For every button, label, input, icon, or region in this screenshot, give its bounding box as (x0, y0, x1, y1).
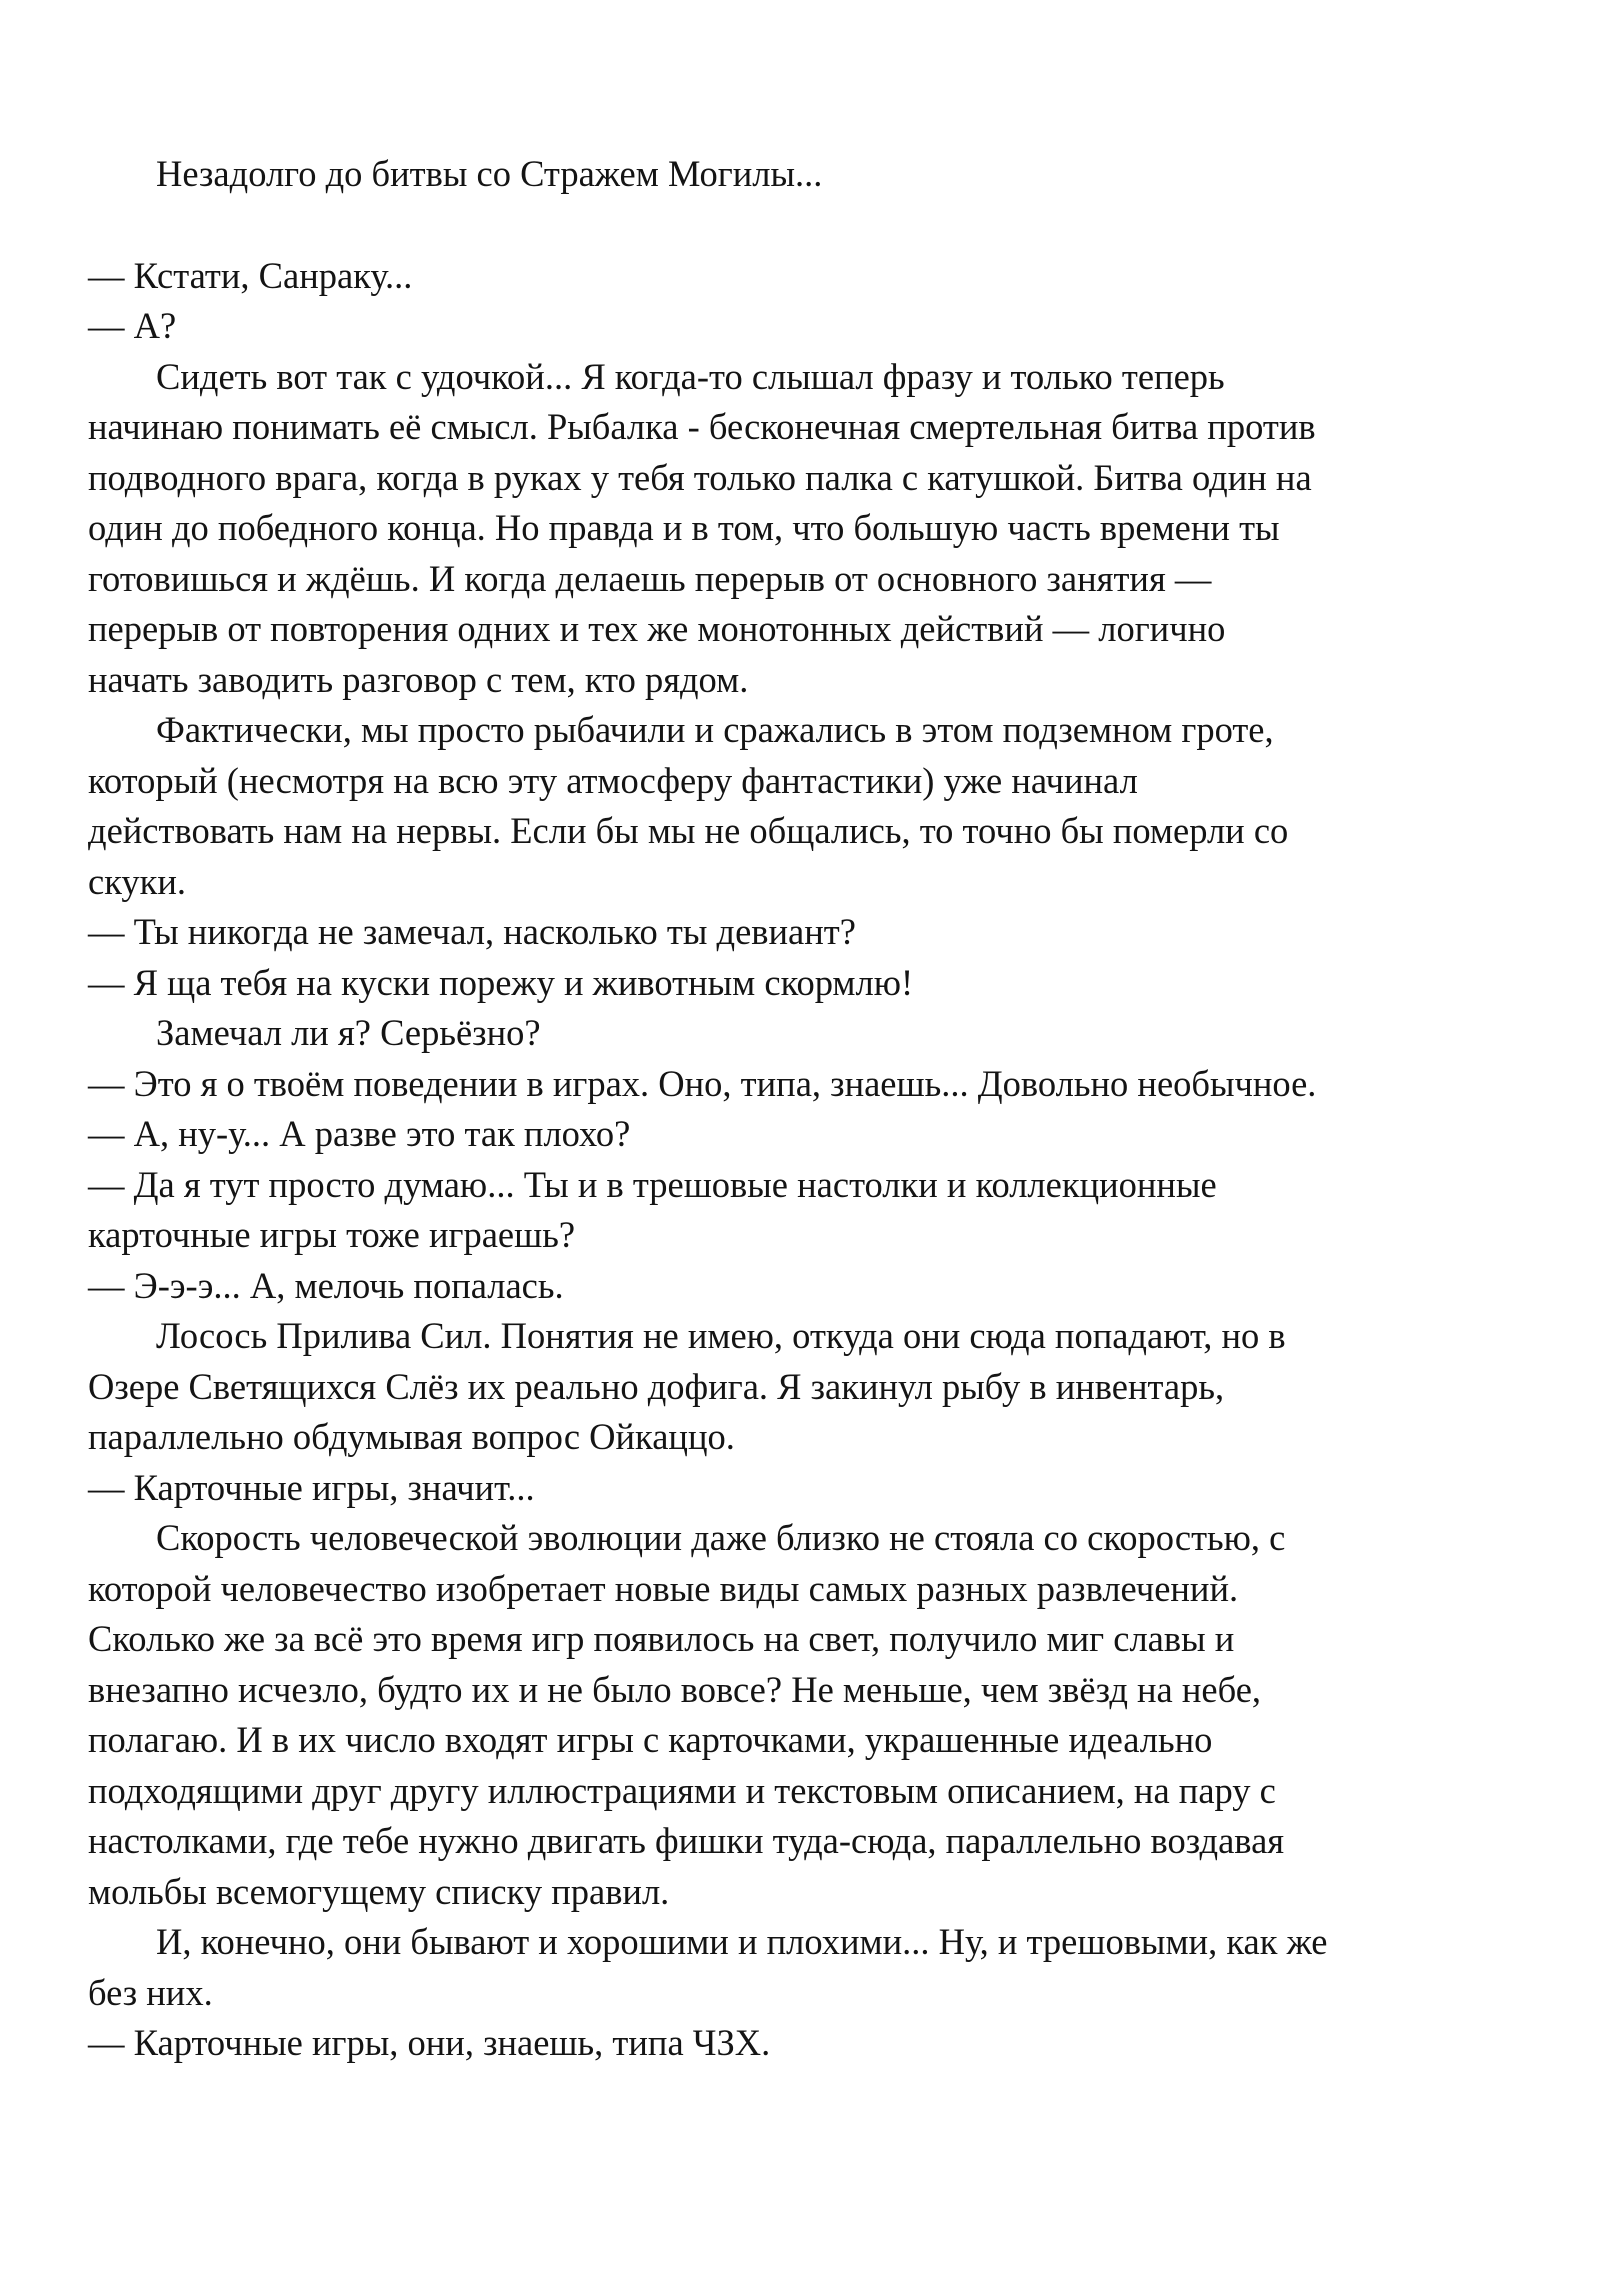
text-line: один до победного конца. Но правда и в том, что большую часть времени ты (88, 507, 1280, 548)
paragraph-first-line: Замечал ли я? Серьёзно? (156, 1012, 541, 1053)
text-line: — Кстати, Санраку... (88, 254, 413, 296)
paragraph-first-line: И, конечно, они бывают и хорошими и плохими... Ну, и трешовыми, как же (156, 1921, 1328, 1962)
text-line: Озере Светящихся Слёз их реально дофига. Я закинул рыбу в инвентарь, (88, 1365, 1225, 1407)
paragraph-first-line: Скорость человеческой эволюции даже близко не стояла со скоростью, с (156, 1517, 1286, 1558)
text-line: начинаю понимать её смысл. Рыбалка - бесконечная смертельная битва против (88, 406, 1316, 447)
text-line: настолками, где тебе нужно двигать фишки туда-сюда, параллельно воздавая (88, 1820, 1285, 1861)
text-line: мольбы всемогущему списку правил. (88, 1870, 670, 1912)
text-line: — А? (88, 305, 177, 346)
text-line: начать заводить разговор с тем, кто рядом. (88, 658, 749, 700)
text-line: параллельно обдумывая вопрос Ойкаццо. (88, 1416, 735, 1457)
text-line: — Ты никогда не замечал, насколько ты девиант? (88, 911, 856, 952)
paragraph-first-line: Лосось Прилива Сил. Понятия не имею, откуда они сюда попадают, но в (156, 1315, 1286, 1356)
text-line: без них. (88, 1971, 213, 2013)
text-line: — Я ща тебя на куски порежу и животным скормлю! (88, 961, 914, 1003)
blank-line (88, 200, 1538, 251)
text-line: скуки. (88, 860, 187, 902)
paragraph-first-line: Фактически, мы просто рыбачили и сражались в этом подземном гроте, (156, 709, 1274, 750)
text-line: Сколько же за всё это время игр появилось на свет, получило миг славы и (88, 1618, 1235, 1659)
document-text (88, 149, 1538, 2069)
text-line: готовишься и ждёшь. И когда делаешь перерыв от основного занятия — (88, 557, 1212, 599)
text-line: внезапно исчезло, будто их и не было вовсе? Не меньше, чем звёзд на небе, (88, 1668, 1262, 1710)
text-line: — А, ну-у... А разве это так плохо? (88, 1113, 631, 1154)
text-line: — Да я тут просто думаю... Ты и в трешовые настолки и коллекционные (88, 1163, 1217, 1205)
text-line: который (несмотря на всю эту атмосферу фантастики) уже начинал (88, 759, 1138, 801)
text-line: действовать нам на нервы. Если бы мы не общались, то точно бы померли со (88, 810, 1289, 851)
text-line: подходящими друг другу иллюстрациями и текстовым описанием, на пару с (88, 1769, 1276, 1811)
text-line: перерыв от повторения одних и тех же монотонных действий — логично (88, 608, 1226, 649)
text-line: — Э-э-э... А, мелочь попалась. (88, 1264, 564, 1306)
paragraph-first-line: Сидеть вот так с удочкой... Я когда-то слышал фразу и только теперь (156, 355, 1225, 397)
text-line: карточные игры тоже играешь? (88, 1214, 576, 1255)
text-line: — Карточные игры, они, знаешь, типа ЧЗХ. (88, 2022, 771, 2063)
paragraph-first-line: Незадолго до битвы со Стражем Могилы... (156, 153, 823, 194)
text-line: — Это я о твоём поведении в играх. Оно, типа, знаешь... Довольно необычное. (88, 1062, 1317, 1104)
text-line: которой человечество изобретает новые виды самых разных развлечений. (88, 1567, 1239, 1609)
text-line: полагаю. И в их число входят игры с карточками, украшенные идеально (88, 1719, 1213, 1760)
text-line: подводного врага, когда в руках у тебя только палка с катушкой. Битва один на (88, 456, 1312, 498)
text-line: — Карточные игры, значит... (88, 1466, 535, 1508)
